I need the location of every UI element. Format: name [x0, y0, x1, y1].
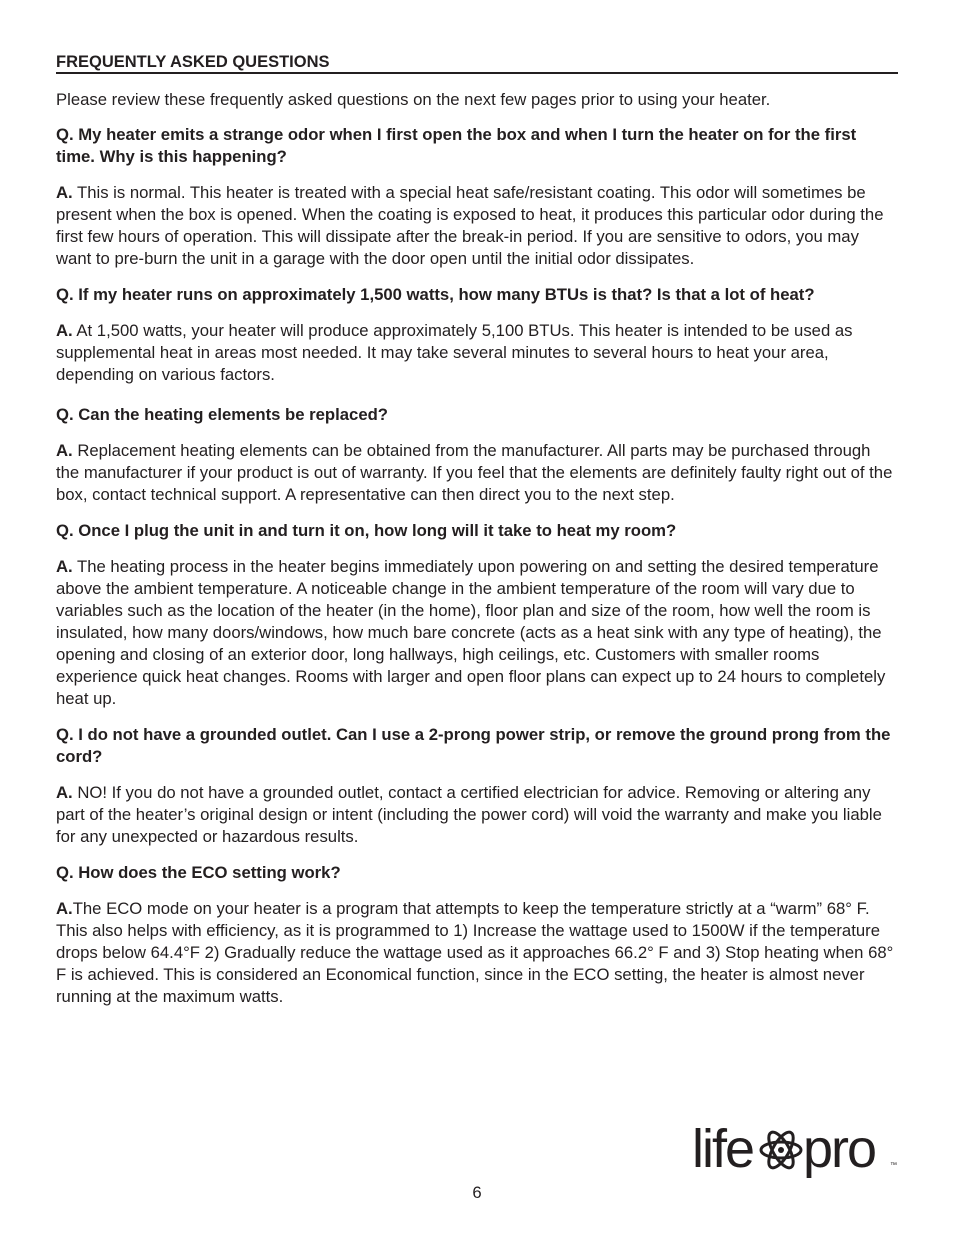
trademark-symbol: ™ [890, 1162, 897, 1169]
answer-prefix: A. [56, 557, 73, 576]
answer-text: At 1,500 watts, your heater will produce approximately 5,100 BTUs. This heater is intended to be used as supplemental heat in areas most needed. It may take several minutes to several hours to heat your area, depending on various factors. [56, 321, 853, 384]
faq-list [56, 124, 898, 1022]
answer-prefix: A. [56, 321, 73, 340]
page-number: 6 [472, 1183, 482, 1202]
faq-answer [56, 182, 898, 270]
faq-answer [56, 320, 898, 386]
answer-prefix: A. [56, 441, 73, 460]
faq-answer [56, 782, 898, 848]
faq-question: Q. How does the ECO setting work? [56, 863, 341, 882]
logo-text-left: life [692, 1119, 754, 1179]
answer-prefix: A. [56, 783, 73, 802]
faq-question: Q. I do not have a grounded outlet. Can I use a 2-prong power strip, or remove the ground prong from the cord? [56, 725, 891, 766]
answer-text: NO! If you do not have a grounded outlet, contact a certified electrician for advice. Removing or altering any part of the heater’s original design or intent (including the power cord) will void the warranty and make you liable for any unexpected or hazardous results. [56, 783, 882, 846]
lifepro-logo [692, 1117, 902, 1181]
logo-text-right: pro [803, 1119, 876, 1179]
answer-prefix: A. [56, 183, 73, 202]
faq-question: Q. Once I plug the unit in and turn it on, how long will it take to heat my room? [56, 521, 677, 540]
faq-question: Q. My heater emits a strange odor when I first open the box and when I turn the heater on for the first time. Why is this happening? [56, 125, 857, 166]
atom-icon [761, 1129, 801, 1172]
faq-answer [56, 440, 898, 506]
answer-prefix: A. [56, 899, 73, 918]
answer-text: The ECO mode on your heater is a program that attempts to keep the temperature strictly at a “warm” 68° F. This also helps with efficiency, as it is programmed to 1) Increase the wattage used to 1500W if the temperature drops below 64.4°F 2) Gradually reduce the wattage used as it approaches 66.2° F and 3) Stop heating when 68° F is achieved. This is considered an Economical function, since in the ECO setting, the heater is almost never running at the maximum watts. [56, 899, 894, 1006]
faq-answer [56, 556, 898, 710]
lifepro-logo-graphic [692, 1117, 902, 1181]
answer-text: Replacement heating elements can be obtained from the manufacturer. All parts may be purchased through the manufacturer if your product is out of warranty. If you feel that the elements are definitely faulty right out of the box, contact technical support. A representative can then direct you to the next step. [56, 441, 893, 504]
faq-question: Q. Can the heating elements be replaced? [56, 405, 388, 424]
answer-text: This is normal. This heater is treated with a special heat safe/resistant coating. This odor will sometimes be present when the box is opened. When the coating is exposed to heat, it produces this particular odor during the first few hours of operation. This will dissipate after the break-in period. If you are sensitive to odors, you may want to pre-burn the unit in a garage with the door open until the initial odor dissipates. [56, 183, 884, 268]
faq-question: Q. If my heater runs on approximately 1,500 watts, how many BTUs is that? Is that a lot of heat? [56, 285, 815, 304]
faq-answer [56, 898, 898, 1008]
section-title: FREQUENTLY ASKED QUESTIONS [56, 52, 898, 74]
intro-text: Please review these frequently asked questions on the next few pages prior to using your heater. [56, 90, 771, 109]
answer-text: The heating process in the heater begins immediately upon powering on and setting the desired temperature above the ambient temperature. A noticeable change in the ambient temperature of the room will vary due to variables such as the location of the heater (in the home), floor plan and size of the room, how well the room is insulated, how many doors/windows, how much bare concrete (acts as a heat sink with any type of heating), the opening and closing of an exterior door, long hallways, high ceilings, etc. Customers with smaller rooms experience quick heat changes. Rooms with larger and open floor plans can expect up to 24 hours to completely heat up. [56, 557, 886, 708]
